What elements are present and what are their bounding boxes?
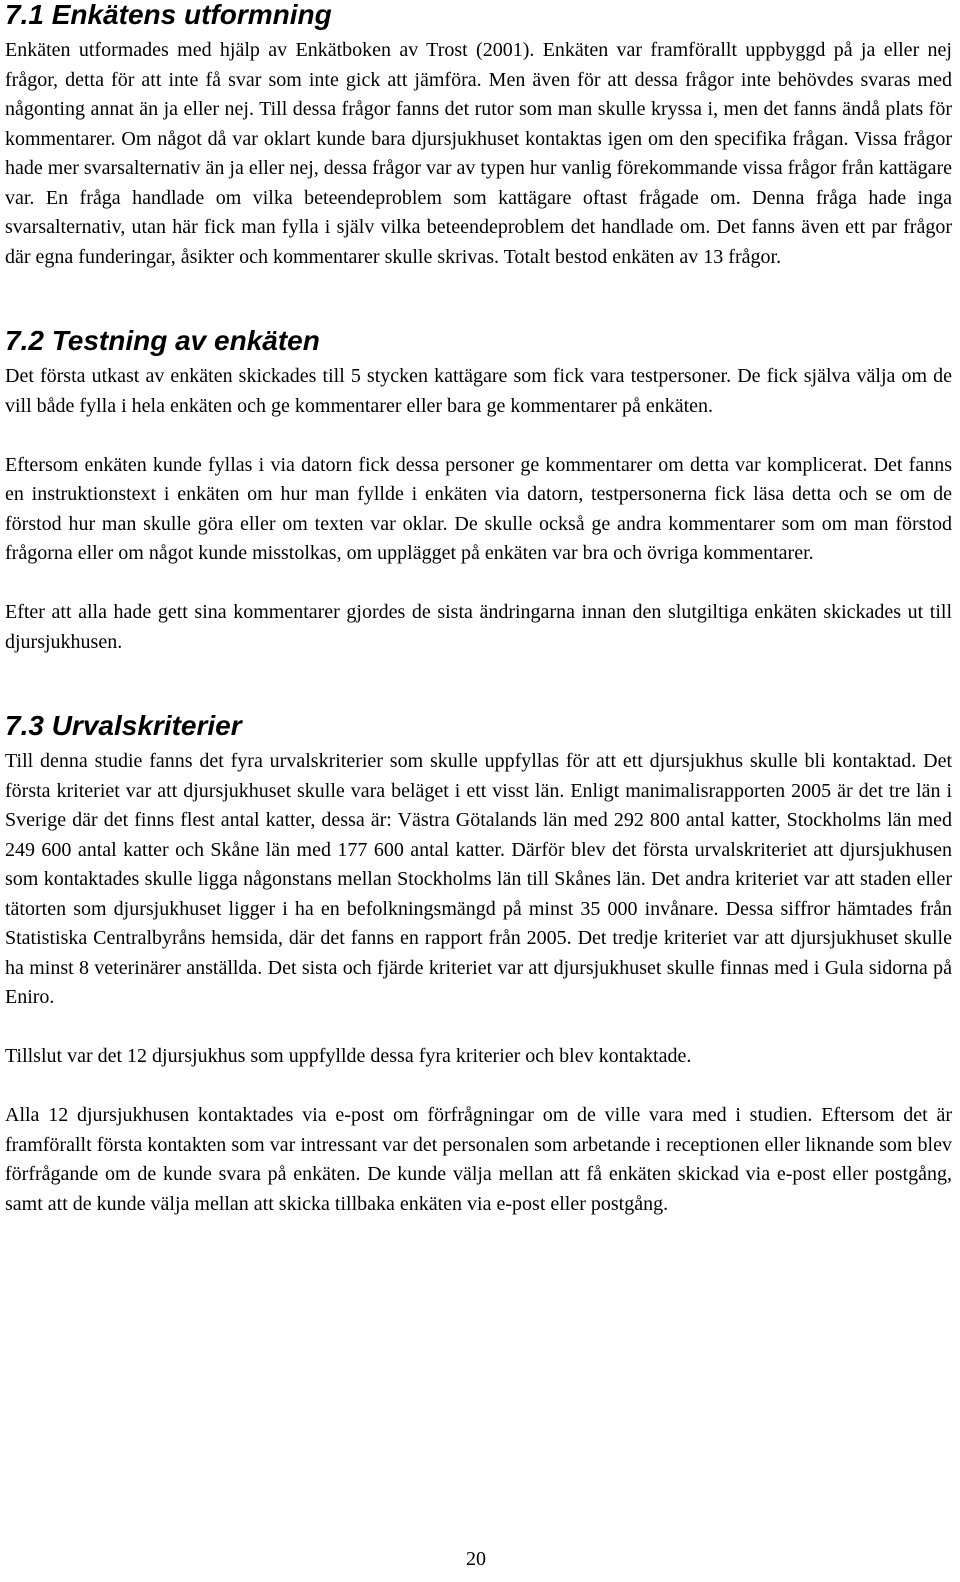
page-number: 20 [466,1548,486,1570]
section-heading: 7.2 Testning av enkäten [5,325,320,356]
section-7-2 [5,326,952,657]
paragraph: Eftersom enkäten kunde fyllas i via datorn fick dessa personer ge kommentarer om detta var komplicerat. Det fanns en instruktionstext i enkäten om hur man fyllde i enkäten via datorn, testpersonerna fick läsa detta och se om de förstod hur man skulle göra eller om texten var oklar. De skulle också ge andra kommentarer som om man förstod frågorna eller om något kunde misstolkas, om upplägget på enkäten var bra och övriga kommentarer. [5,453,952,564]
paragraph: Till denna studie fanns det fyra urvalskriterier som skulle uppfyllas för att ett djursjukhus skulle bli kontaktad. Det första kriteriet var att djursjukhuset skulle vara beläget i ett visst län. Enligt manimalisrapporten 2005 är det tre län i Sverige där det finns flest antal katter, dessa är: Västra Götalands län med 292 800 antal katter, Stockholms län med 249 600 antal katter och Skåne län med 177 600 antal katter. Därför blev det första urvalskriteriet att djursjukhusen som kontaktades skulle ligga någonstans mellan Stockholms län till Skånes län. Det andra kriteriet var att staden eller tätorten som djursjukhuset ligger i ha en befolkningsmängd på minst 35 000 invånare. Dessa siffror hämtades från Statistiska Centralbyråns hemsida, där det fanns en rapport från 2005. Det tredje kriteriet var att djursjukhuset skulle ha minst 8 veterinärer anställda. Det sista och fjärde kriteriet var att djursjukhuset skulle finnas med i Gula sidorna på Eniro. [5,750,952,1008]
page-content [5,0,952,1219]
paragraph: Det första utkast av enkäten skickades till 5 stycken kattägare som fick vara testpersoner. De fick själva välja om de vill både fylla i hela enkäten och ge kommentarer eller bara ge kommentarer på enkäten. [5,365,952,417]
section-heading: 7.3 Urvalskriterier [5,710,242,741]
paragraph: Tillslut var det 12 djursjukhus som uppfyllde dessa fyra kriterier och blev kontaktade. [5,1045,692,1067]
paragraph: Enkäten utformades med hjälp av Enkätboken av Trost (2001). Enkäten var framförallt uppbyggd på ja eller nej frågor, detta för att inte få svar som inte gick att jämföra. Men även för att dessa frågor inte behövdes svaras med någonting annat än ja eller nej. Till dessa frågor fanns det rutor som man skulle kryssa i, men det fanns ändå plats för kommentarer. Om något då var oklart kunde bara djursjukhuset kontaktas igen om den specifika frågan. Vissa frågor hade mer svarsalternativ än ja eller nej, dessa frågor var av typen hur vanlig förekommande vissa frågor från kattägare var. En fråga handlade om vilka beteendeproblem som kattägare oftast frågade om. Denna fråga hade inga svarsalternativ, utan här fick man fylla i själv vilka beteendeproblem det handlade om. Det fanns även ett par frågor där egna funderingar, åsikter och kommentarer skulle skrivas. Totalt bestod enkäten av 13 frågor. [5,39,952,268]
section-heading: 7.1 Enkätens utformning [5,0,332,30]
section-7-1 [5,0,952,272]
paragraph: Alla 12 djursjukhusen kontaktades via e-post om förfrågningar om de ville vara med i studien. Eftersom det är framförallt första kontakten som var intressant var det personalen som arbetande i receptionen eller liknande som blev förfrågande om de kunde svara på enkäten. De kunde välja mellan att få enkäten skickad via e-post eller postgång, samt att de kunde välja mellan att skicka tillbaka enkäten via e-post eller postgång. [5,1104,952,1215]
paragraph: Efter att alla hade gett sina kommentarer gjordes de sista ändringarna innan den slutgiltiga enkäten skickades ut till djursjukhusen. [5,601,952,653]
section-7-3 [5,711,952,1219]
